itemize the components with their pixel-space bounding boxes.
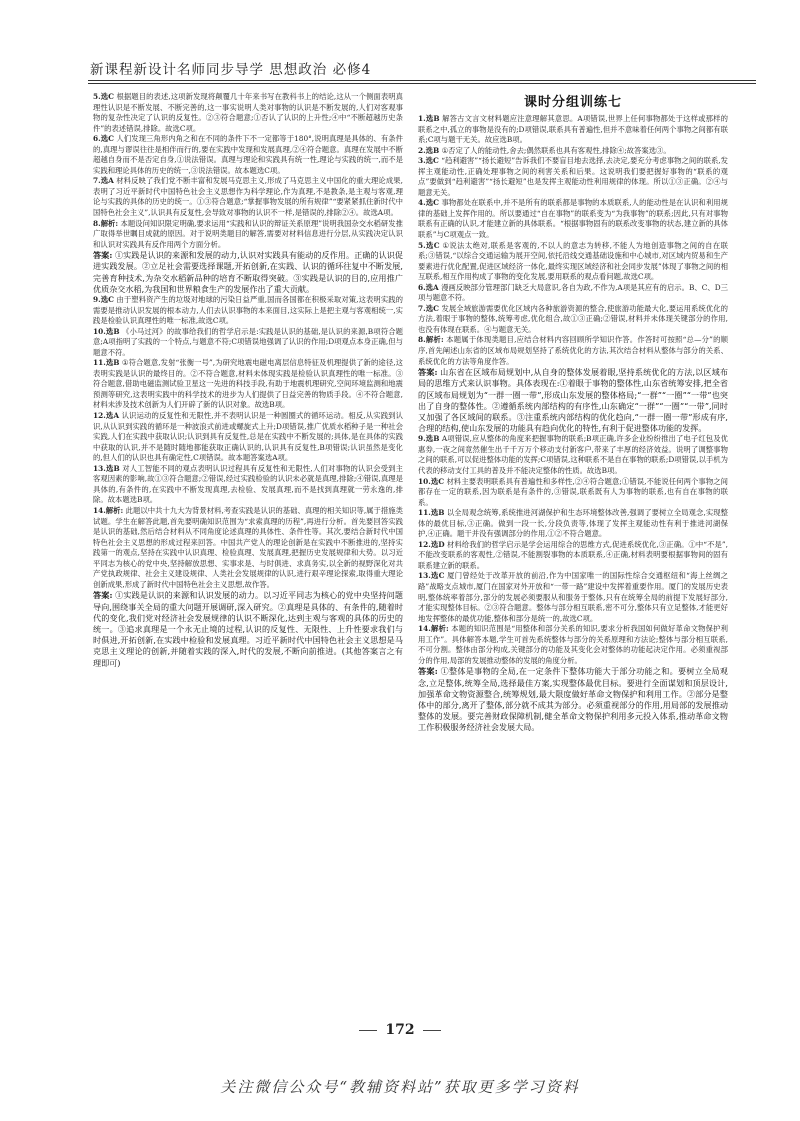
answer-item <box>418 508 728 540</box>
answer-item-lead: 10.选C <box>418 476 445 486</box>
answer-item-text: 发展全域旅游需要优化区域内各种旅游资源的整合,使旅游功能最大化,要运用系统优化的方法,着眼于事物的整体,统筹考虑,优化组合,故①③正确;②错误,材料并未体现关键部分的作用,也没有体现在联系。④与题意无关。 <box>418 303 728 334</box>
answer-item-lead: 13.选C <box>418 571 445 581</box>
answer-item <box>93 295 403 327</box>
answer-item-lead: 4.选C <box>418 198 440 208</box>
answer-item-lead: 14.解析: <box>93 505 124 515</box>
answer-item <box>418 283 728 304</box>
footer-watermark-text: 关注微信公众号“教辅资料站”获取更多学习资料 <box>220 1078 580 1096</box>
answer-block <box>418 666 728 733</box>
answer-item-lead: 6.选A <box>418 282 439 292</box>
answer-item-lead: 答案: <box>418 666 438 677</box>
answer-item-lead: 1.选B <box>418 114 440 123</box>
answer-item-lead: 8.解析: <box>93 218 119 228</box>
answer-item-lead: 6.选C <box>93 134 114 144</box>
page-header: 新课程新设计名师同步导学 思想政治 必修4 <box>90 62 372 78</box>
answer-item-lead: 5.选C <box>93 92 115 101</box>
answer-item-text: 认识运动的反复性和无限性,并不表明认识是一种圆圈式的循环运动。相反,从实践到认识,从认识到实践的循环是一种波浪式前进或螺旋式上升;D项错误,推广优质水稻种子是一种社会实践,人们在实践中获取认识;认识到具有反复性,总是在实践中不断发展的;具体,是在具体的实践中获取的认识,并不是随时随地都能获取正确认识的,认识具有反复性,B项错误;认识虽然是变化的,但人们的认识也具有确定性,C项错误。故本题答案选A项。 <box>93 411 403 463</box>
answer-item <box>418 477 728 509</box>
answer-item-text: 根据题目的表述,这项新发现将颠覆几十年来书写在教科书上的结论,这从一个侧面表明真理性认识是不断发展、不断完善的,这一事实说明人类对事物的认识是不断发展的,人们对客观事物的复杂性决定了认识的反复性。②③符合题意;①否认了认识的上升性;④中“不断超越历史条件”的表述错误,排除。故选C项。 <box>93 92 403 133</box>
answer-item-text: ①整体是事物的全局,在一定条件下整体功能大于部分功能之和。要树立全局观念,立足整体,统筹全局,选择最佳方案,实现整体最优目标。要进行全面谋划和顶层设计,加强革命文物资源整合,统筹规划,最大限度做好革命文物保护和利用工作。②部分是整体中的部分,离开了整体,部分就不成其为部分。必须重视部分的作用,用局部的发展推动整体的发展。要完善财政保障机制,健全革命文物保护利用多元投入体系,推动革命文物工作积极服务经济社会发展大局。 <box>418 666 728 733</box>
answer-item-lead: 答案: <box>418 367 438 378</box>
answer-item-text: 本题的知识范围是“用整体和部分关系的知识,要求分析我国如何做好革命文物保护利用工作”。具体解答本题,学生可首先系统整体与部分的关系原理和方法论;整体与部分相互联系,不可分割。整体由部分构成,关键部分的功能及其变化会对整体的功能起决定作用。必须重视部分的作用,局部的发展推动整体的发展的角度分析。 <box>418 624 728 665</box>
answer-item-text: 解答古文言文材料题应注意理解其意思。A项错误,世界上任何事物都处于这样或那样的联系之中,孤立的事物是没有的;D项错误,联系具有普遍性,但并不意味着任何两个事物之间都有联系;C项与题干无关。故应选B项。 <box>418 114 728 145</box>
answer-item-text: 本题属于体现类题目,应结合材料内容回顾所学知识作答。作答时可按照“总—分”的顺序,首先阐述山东省的区域布局规划坚持了系统优化的方法,其次结合材料从整体与部分的关系、系统优化的方法等角度作答。 <box>418 335 728 366</box>
answer-item <box>418 624 728 666</box>
page-number <box>0 1022 800 1038</box>
answer-item <box>93 327 403 359</box>
header-rule-bottom <box>88 83 756 84</box>
answer-item <box>418 571 728 624</box>
answer-item-lead: 14.解析: <box>418 624 449 634</box>
answer-item-text: 材料反映了我们党不断丰富和发展马克思主义,形成了马克思主义中国化的重大理论成果,表明了习近平新时代中国特色社会主义思想作为科学理论,作为真理,不是教条,是主观与客观,理论与实践的具体的历史的统一。①③符合题意;“掌握事物发展的所有规律”“要紧紧抓住新时代中国特色社会主义”,认识具有反复性,会导致对事物的认识不一样,是错误的,排除②④。故选A项。 <box>93 176 403 218</box>
answer-item-lead: 10.选B <box>93 326 120 336</box>
answer-item-lead: 答案: <box>93 590 113 601</box>
answer-item <box>93 411 403 464</box>
answer-item-text: 本题设问知识限定明确,要求运用“实践和认识的辩证关系原理”说明我国杂交水稻研发推广取得举世瞩目成就的原因。对于说明类题目的解答,需要对材料信息进行分层,从实践决定认识和认识对实践具有反作用两个方面分析。 <box>93 218 403 249</box>
right-answer-column <box>418 92 728 997</box>
answer-item-lead: 9.选C <box>93 295 115 305</box>
answer-item <box>93 92 403 134</box>
answer-item <box>93 219 403 251</box>
answer-item-text: 此题以中共十九大为背景材料,考查实践是认识的基础、真理的相关知识等,属于措施类试题。学生在解答此题,首先要明确知识范围为“求索真理的历程”,再进行分析。首先要回答实践是认识的基础,然后结合材料从不同角度论述真理的具体性、条件性等。其次,要结合新时代中国特色社会主义思想的形成过程来回答。中国共产党人的理论创新是在实践中不断推进的,坚持实践第一的观点,坚持在实践中认识真理、检验真理、发展真理,把握历史发展规律和大势。以习近平同志为核心的党中央,坚持解放思想、实事求是、与时俱进、求真务实,以全新的视野深化对共产党执政规律、社会主义建设规律、人类社会发展规律的认识,进行艰辛理论探索,取得重大理论创新成果,形成了新时代中国特色社会主义思想,故作答。 <box>93 505 403 589</box>
answer-item-text: 材料给我们的哲学启示是学会运用综合的思维方式,促进系统优化,③正确。①中“不是”,不能改变联系的客观性,②错误,不能割裂事物的本质联系,④正确,材料表明要根据事物间的固有联系建立新的联系。 <box>418 539 728 570</box>
answer-item-text: ①符合题意,发射“张衡一号”,为研究地震电磁电离层信息特征及机理提供了新的途径,这表明实践是认识的最终目的。②不符合题意,材料未体现实践是检验认识真理性的唯一标准。③符合题意,借助电磁监测试验卫星这一先进的科技手段,有助于地震机理研究,空间环境监测和地震预测等研究,这表明实践中的科学技术的进步为人们提供了日益完善的物质手段。④不符合题意,材料未涉及技术创新为人们开辟了新的认识对象。故选B项。 <box>93 358 403 410</box>
answer-item-text: 《小马过河》的故事给我们的哲学启示是:实践是认识的基础,是认识的来源,B项符合题意;A项指明了实践的一个特点,与题意不符;C项错误地强调了认识的作用;D项观点本身正确,但与题意不符。 <box>93 326 403 357</box>
page-number-dash-right <box>423 1030 441 1031</box>
answer-item-text: ①实践是认识的来源和认识发展的动力。以习近平同志为核心的党中央坚持问题导向,围绕事关全局的重大问题开展调研,深入研究。②真理是具体的、有条件的,随着时代的变化,我们党对经济社会发展规律的认识不断深化,达到主观与客观的具体的历史的统一。③追求真理是一个永无止境的过程,认识的反复性、无限性、上升性要求我们与时俱进,开拓创新,在实践中检验和发展真理。习近平新时代中国特色社会主义思想是马克思主义理论的创新,并随着实践的深入,时代的发展,不断向前推进。(其他答案言之有理即可) <box>93 590 403 668</box>
answer-item <box>418 114 728 146</box>
answer-item-text: 对人工智能不同的观点表明认识过程具有反复性和无限性,人们对事物的认识会受到主客观因素的影响,故①③符合题意;②错误,经过实践检验的认识未必就是真理,排除;④错误,真理是具体的,有条件的,在实践中不断发现真理,去检验、发展真理,而不是找到真理就一劳永逸的,排除。故本题选B项。 <box>93 463 403 505</box>
answer-item-text: 材料主要表明联系具有普遍性和多样性,②④符合题意;①错误,不能说任何两个事物之间都存在一定的联系,因为联系是有条件的,③错误,联系既有人为事物的联系,也有自在事物的联系。 <box>418 476 728 507</box>
answer-block <box>418 367 728 434</box>
answer-item-lead: 13.选B <box>93 463 120 473</box>
answer-block <box>93 590 403 668</box>
answer-item <box>418 304 728 336</box>
answer-item-text: 人们发现三角形内角之和在不同的条件下不一定都等于180°,说明真理是具体的、有条件的,真理与谬误往往是相伴而行的,要在实践中发现和发展真理,②④符合题意。真理在发展中不断超越自身而不是否定自身,①说法错误。真理与理论和实践具有统一性,理论与实践的统一,而不是实践和理论具体的历史的统一,③说法错误。故本题选C项。 <box>93 134 403 175</box>
answer-item-text: 山东省在区域布局规划中,从自身的整体发展着眼,坚持系统优化的方法,以区域布局的思维方式来认识事物。具体表现在:①着眼于事物的整体性,山东省统筹安排,把全省的区域布局规划为“一群一圈一带”,形成山东发展的整体格局;“一群”“一圈”“一带”也突出了自身的整体性。②遵循系统内部结构的有序性,山东确定“一群”“一圈”“一带”,同时又加强了各区域间的联系。③注重系统内部结构的优化趋向,“一群一圈一带”形成有序,合理的结构,使山东发展的功能具有趋向优化的特性,有利于促进整体功能的发挥。 <box>418 367 728 434</box>
answer-item-text: 事物都处在联系中,并不是所有的联系都是事物的本质联系,人的能动性是在认识和利用规律的基础上发挥作用的。所以要通过“自在事物”的联系变为“为我事物”的联系;因此,只有对事物联系有正确的认识,才能建立新的具体联系。“根据事物固有的联系改变事物的状态,建立新的具体联系”与C项观点一致。 <box>418 198 728 240</box>
answer-item <box>93 358 403 411</box>
page-number-dash-left <box>359 1030 377 1031</box>
answer-item-text: ①说法太绝对,联系是客观的,不以人的意志为转移,不能人为地创造事物之间的自在联系;③错误,“以综合交通运输为展开空间,依托沿线交通基础设施和中心城市,对区域内贸易和生产要素进行优化配置,促进区域经济一体化,最终实现区域经济和社会同步发展”体现了事物之间的相互联系,相互作用构成了事物的变化发展,要用联系的观点看问题,故选C项。 <box>418 240 728 282</box>
answer-item <box>418 540 728 572</box>
answer-item-lead: 11.选B <box>418 508 445 518</box>
answer-item-lead: 9.选B <box>418 434 440 444</box>
answer-item-lead: 8.解析: <box>418 335 444 345</box>
answer-item-lead: 12.选A <box>93 411 120 421</box>
page-number-value: 172 <box>385 1022 415 1038</box>
answer-item-lead: 5.选C <box>418 240 440 250</box>
answer-item <box>418 146 728 157</box>
answer-item-text: 漫画反映部分管理部门缺乏大局意识,各自为政,不作为,A项是其应有的启示。B、C、D三项与题意不符。 <box>418 282 728 303</box>
header-rule-top <box>88 80 756 81</box>
answer-item-lead: 答案: <box>93 250 113 261</box>
answer-item-lead: 12.选D <box>418 539 445 549</box>
section-title: 课时分组训练七 <box>523 95 622 110</box>
answer-item-text: 以全局观念统筹,系统推进河湖保护和生态环境整体改善,强调了要树立全局观念,实现整体的最优目标,③正确。做到一段一长,分段负责等,体现了发挥主观能动性有利于推进河湖保护,④正确。题干并没有强调部分的作用,①②不符合题意。 <box>418 508 728 539</box>
answer-item-lead: 2.选B <box>418 145 440 155</box>
answer-item-lead: 7.选A <box>93 176 114 186</box>
answer-item-lead: 7.选C <box>418 303 440 313</box>
answer-item-text: “趋利避害”“扬长避短”告诉我们不要盲目地去选择,去决定,要充分考虑事物之间的联系,发挥主观能动性,正确处理事物之间的利害关系和后果。这说明我们要把握好事物的“联系的观点”要做到“趋利避害”“扬长避短”也是发挥主观能动性利用规律的体现。所以①③正确。②④与题意无关。 <box>418 156 728 197</box>
answer-item-lead: 3.选C <box>418 156 439 166</box>
answer-item-text: A项错误,应从整体的角度来把握事物的联系;B项正确,许多企业纷纷推出了电子红包及优惠券,一夜之间竟然催生出千千万万个移动支付新客户,带来了丰厚的经济效益。说明了调整事物之间的联系,可以促进整体功能的发挥;C项错误,这种联系不是自在事物的联系;D项错误,以手机为代表的移动支付工具的普及并不能决定整体的性质。故选B项。 <box>418 434 728 475</box>
answer-item <box>93 134 403 176</box>
answer-item <box>418 156 728 198</box>
answer-item <box>93 464 403 506</box>
left-answer-column <box>93 92 403 997</box>
answer-item <box>418 241 728 283</box>
answer-item <box>93 506 403 590</box>
answer-item-text: 由于塑料资产生的垃圾对地球的污染日益严重,国而各国都在积极采取对策,这表明实践的需要是推动认识发展的根本动力,人们去认识事物的本来面目,这实际上是把主观与客观相统一,实践是检验认识真理性的唯一标准,故选C项。 <box>93 295 403 326</box>
answer-item <box>418 434 728 476</box>
answer-item-text: ①实践是认识的来源和发展的动力,认识对实践具有能动的反作用。正确的认识促进实践发展。②立足社会需要选择课题,开拓创新,在实践、认识的循环往复中不断发展,完善育种技术,为杂交水稻新品种的培育不断取得突破。③实践是认识的目的,应用推广优质杂交水稻,为我国和世界粮食生产的发展作出了重大贡献。 <box>93 250 403 294</box>
answer-item-text: ①否定了人的能动性,舍去;偶然联系也具有客观性,排除④;故答案选③。 <box>441 145 671 155</box>
answer-item-lead: 11.选B <box>93 358 120 368</box>
answer-item <box>93 176 403 218</box>
answer-item <box>418 335 728 367</box>
answer-item <box>418 198 728 240</box>
answer-block <box>93 250 403 295</box>
answer-item-text: 厦门曾经处于改革开放的前沿,作为中国家唯一的国际性综合交通枢纽和“海上丝绸之路”战略支点城市,厦门在国家对外开放和“一带一路”建设中发挥着重要作用。厦门的发展历史表明,整体统率着部分,部分的发展必须要服从和服务于整体,只有在统筹全局的前提下发展好部分,才能实现整体目标。②③符合题意。整体与部分相互联系,密不可分,整体只有立足整体,才能更好地发挥整体的最优功能,整体和部分是统一的,故选C项。 <box>418 571 728 623</box>
